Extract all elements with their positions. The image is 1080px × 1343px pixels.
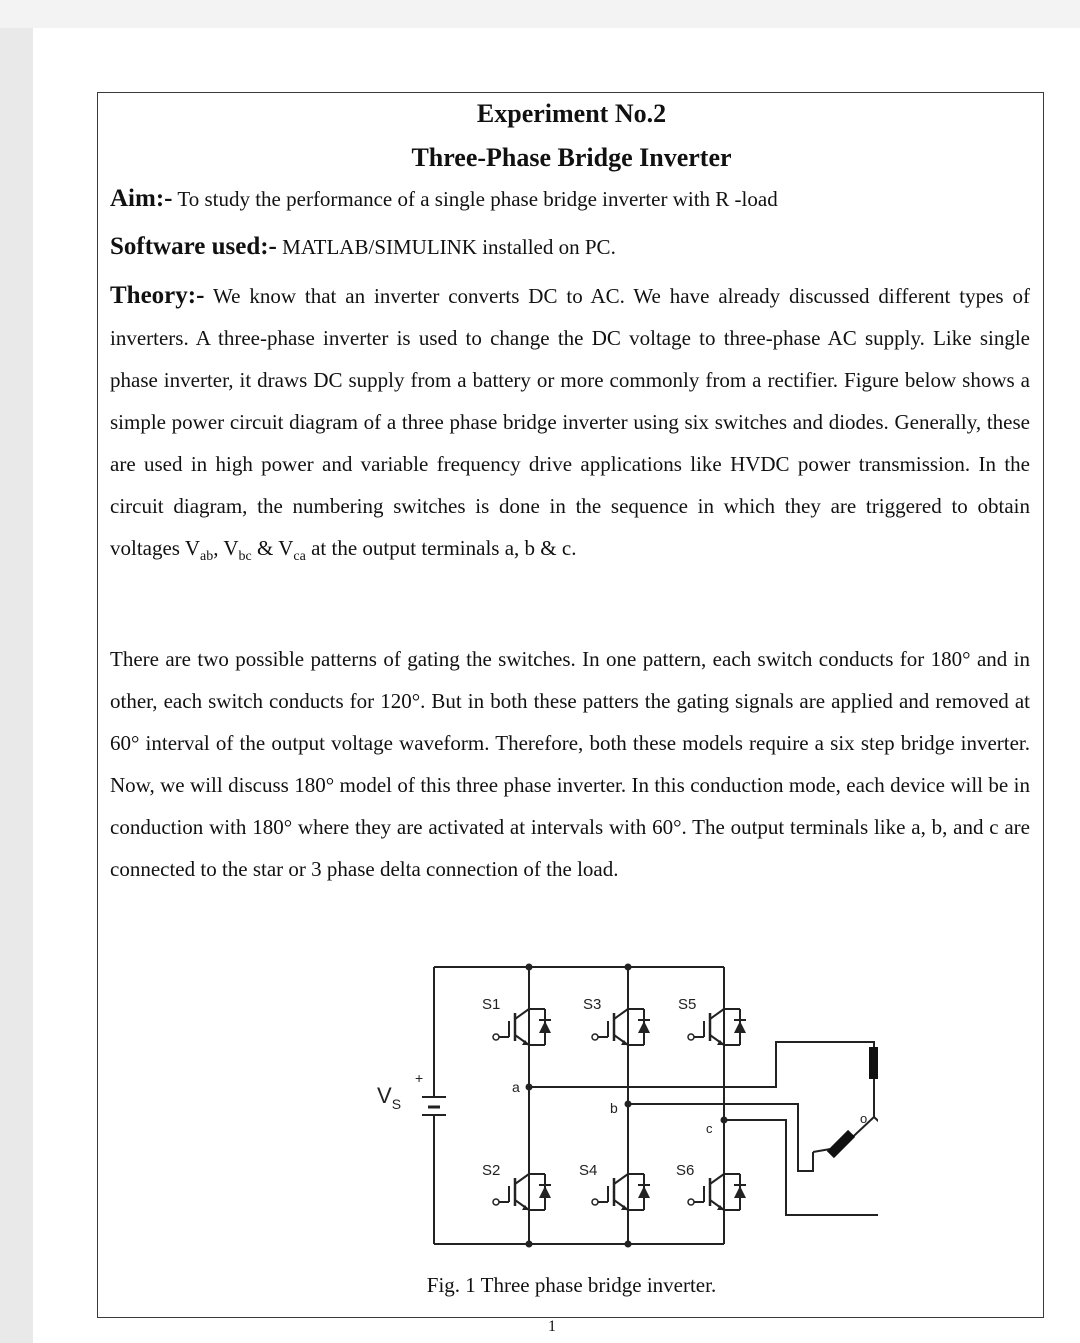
junction-dot xyxy=(526,1241,533,1248)
aim-label: Aim:- xyxy=(110,185,173,212)
switch-s6 xyxy=(688,1170,746,1214)
figure-caption: Fig. 1 Three phase bridge inverter. xyxy=(426,1273,717,1297)
inverter-circuit-diagram xyxy=(258,947,878,1267)
page-border xyxy=(97,92,1044,1318)
junction-dot xyxy=(625,964,632,971)
switch-label-s4: S4 xyxy=(579,1162,598,1179)
aim-text: To study the performance of a single phase bridge inverter with R -load xyxy=(172,187,778,211)
viewer-top-bar xyxy=(0,0,1080,28)
node-c-label: c xyxy=(706,1121,713,1136)
switch-s1 xyxy=(493,1005,551,1049)
switch-label-s1: S1 xyxy=(482,996,501,1013)
voltage-ca: $V_{ca}$ xyxy=(278,536,306,564)
voltage-bc: $V_{bc}$ xyxy=(223,536,252,564)
theory-text-1: We know that an inverter converts DC to AC. We have already discussed different types of inverters. A three-phase inverter is used to change the DC voltage to three-phase AC supply. Like single phase inverter, it draws DC supply from a battery or more commonly from a rectifier. Figure below shows a simple power circuit diagram of a three phase bridge inverter using six switches and diodes. Generally, these are used in high power and variable frequency drive applications like HVDC power transmission. In the circuit diagram, the numbering switches is done in the sequence in which they are triggered to obtain voltages xyxy=(110,284,1030,560)
theory-label: Theory:- xyxy=(110,282,205,309)
switch-label-s2: S2 xyxy=(482,1162,501,1179)
star-load xyxy=(813,1047,878,1158)
software-line xyxy=(110,233,616,261)
voltage-ab: $V_{ab}$ xyxy=(184,536,214,564)
switch-label-s5: S5 xyxy=(678,996,697,1013)
plus-sign: + xyxy=(415,1070,424,1086)
page-number: 1 xyxy=(548,1318,556,1335)
junction-dot xyxy=(526,964,533,971)
theory-text-2: at the output terminals a, b & c. xyxy=(305,536,577,560)
experiment-title: Three-Phase Bridge Inverter xyxy=(411,143,732,172)
theory-paragraph: Theory:- We know that an inverter converts DC to AC. We have already discussed different types of inverters. A three-phase inverter is used to change the DC voltage to three-phase AC supply. Like single phase inverter, it draws DC supply from a battery or more commonly from a rectifier. Figure below shows a simple power circuit diagram of a three phase bridge inverter using six switches and diodes. Generally, these are used in high power and variable frequency drive applications like HVDC power transmission. In the circuit diagram, the numbering switches is done in the sequence in which they are triggered to obtain voltages $V_{ab}$, $V_{bc}$ & $V_{ca}$ at the output terminals a, b & c. xyxy=(110,282,1030,564)
experiment-number: Experiment No.2 xyxy=(476,99,667,128)
load-resistor-a xyxy=(869,1047,878,1079)
switch-label-s3: S3 xyxy=(583,996,602,1013)
gating-paragraph: There are two possible patterns of gating the switches. In one pattern, each switch conducts for 180° and in other, each switch conducts for 120°. But in both these patters the gating signals are applied and removed at 60° interval of the output voltage waveform. Therefore, both these models require a six step bridge inverter. Now, we will discuss 180° model of this three phase inverter. In this conduction mode, each device will be in conduction with 180° where they are activated at intervals with 60°. The output terminals like a, b, and c are connected to the star or 3 phase delta connection of the load. xyxy=(110,647,1030,881)
load-resistor-b xyxy=(827,1130,855,1158)
software-label: Software used:- xyxy=(110,233,277,260)
node-a-label: a xyxy=(512,1079,520,1095)
switch-s5 xyxy=(688,1005,746,1049)
switch-label-s6: S6 xyxy=(676,1162,695,1179)
neutral-label: o xyxy=(860,1111,868,1126)
software-text: MATLAB/SIMULINK installed on PC. xyxy=(276,235,616,259)
node-b-label: b xyxy=(610,1100,618,1116)
switch-s4 xyxy=(592,1170,650,1214)
source-label: $V_S$ xyxy=(377,1083,402,1112)
switch-s2 xyxy=(493,1170,551,1214)
aim-line xyxy=(110,185,778,213)
junction-dot xyxy=(625,1241,632,1248)
document-page xyxy=(33,28,1080,1343)
